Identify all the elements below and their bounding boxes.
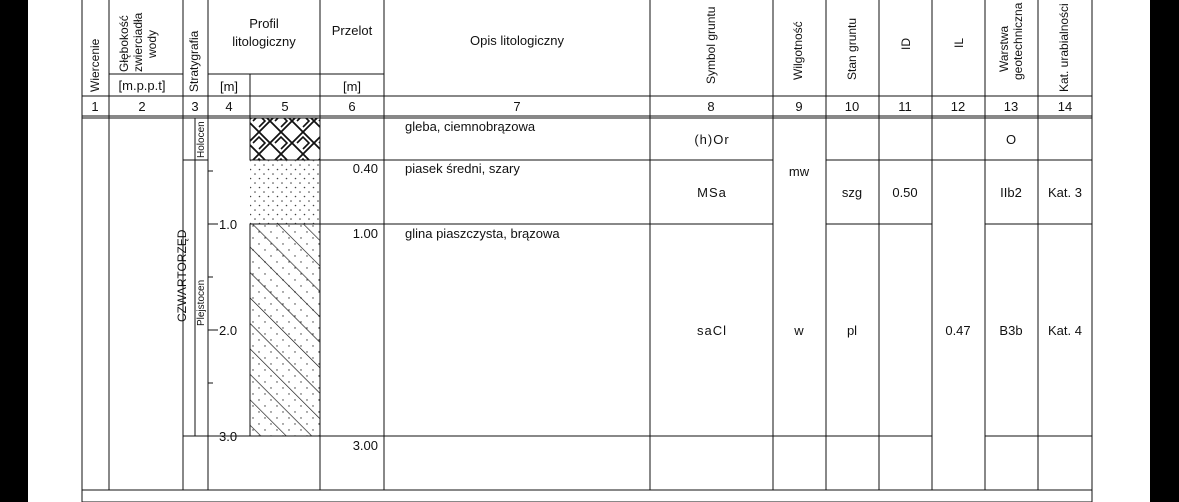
header-stan: Stan gruntu — [845, 17, 859, 80]
przelot-bottom: 3.00 — [352, 438, 378, 453]
header-glebokosc-unit: [m.p.p.t] — [118, 78, 166, 93]
header-przelot: Przelot — [331, 23, 373, 38]
col-number-13: 13 — [1003, 99, 1019, 114]
przelot-value-2: 0.40 — [352, 161, 378, 176]
kat-layer-3: Kat. 4 — [1048, 323, 1082, 338]
col-number-11: 11 — [898, 99, 912, 114]
depth-label-1: 1.0 — [219, 217, 238, 232]
symbol-layer-2: MSa — [697, 185, 727, 200]
borehole-log-sheet — [28, 0, 1150, 502]
warstwa-layer-1: O — [1005, 132, 1017, 147]
stratigraphy-plejstocen: Plejstocen — [196, 279, 207, 326]
symbol-layer-1: (h)Or — [694, 132, 730, 147]
kat-layer-2: Kat. 3 — [1048, 185, 1082, 200]
symbol-layer-3: saCl — [696, 323, 728, 338]
col-number-9: 9 — [795, 99, 803, 114]
opis-layer-3: glina piaszczysta, brązowa — [405, 226, 560, 241]
col-number-2: 2 — [138, 99, 146, 114]
depth-label-2: 2.0 — [219, 323, 238, 338]
col-number-10: 10 — [844, 99, 860, 114]
przelot-value-3: 1.00 — [352, 226, 378, 241]
depth-label-3: 3.0 — [219, 429, 238, 444]
col-number-8: 8 — [707, 99, 715, 114]
il-layer-3: 0.47 — [945, 323, 971, 338]
header-profil-2: litologiczny — [232, 34, 296, 49]
stan-layer-3: pl — [846, 323, 858, 338]
stan-layer-2: szg — [841, 185, 863, 200]
header-id: ID — [899, 38, 913, 50]
opis-layer-2: piasek średni, szary — [405, 161, 520, 176]
header-profil-unit: [m] — [219, 79, 239, 94]
header-kat: Kat. urabialności — [1057, 3, 1071, 92]
col-number-7: 7 — [513, 99, 521, 114]
header-glebokosc-2: zwierciadła — [131, 12, 145, 72]
col-number-12: 12 — [950, 99, 966, 114]
header-glebokosc-1: Głębokość — [117, 15, 131, 72]
header-wiercenie: Wiercenie — [88, 38, 102, 92]
warstwa-layer-2: IIb2 — [1000, 185, 1022, 200]
col-number-1: 1 — [91, 99, 99, 114]
header-glebokosc-3: wody — [145, 29, 159, 58]
header-przelot-unit: [m] — [342, 79, 362, 94]
col-number-3: 3 — [191, 99, 199, 114]
opis-layer-1: gleba, ciemnobrązowa — [405, 119, 536, 134]
header-wilgotnosc: Wilgotność — [791, 21, 805, 80]
col-number-6: 6 — [348, 99, 356, 114]
moisture-lower: w — [794, 323, 804, 338]
header-il: IL — [952, 37, 966, 48]
stratigraphy-era: CZWARTORZĘD — [175, 229, 189, 322]
header-warstwa-2: geotechniczna — [1011, 2, 1025, 80]
warstwa-layer-3: B3b — [999, 323, 1023, 338]
col-number-14: 14 — [1057, 99, 1073, 114]
id-layer-2: 0.50 — [892, 185, 918, 200]
header-profil-1: Profil — [249, 16, 279, 31]
header-symbol: Symbol gruntu — [704, 6, 718, 84]
header-stratygrafia: Stratygrafia — [187, 30, 201, 92]
moisture-upper: mw — [788, 164, 810, 179]
col-number-5: 5 — [281, 99, 289, 114]
header-warstwa-1: Warstwa — [997, 25, 1011, 72]
col-number-4: 4 — [225, 99, 233, 114]
stratigraphy-holocen: Holocen — [196, 121, 207, 158]
header-opis: Opis litologiczny — [470, 33, 564, 48]
